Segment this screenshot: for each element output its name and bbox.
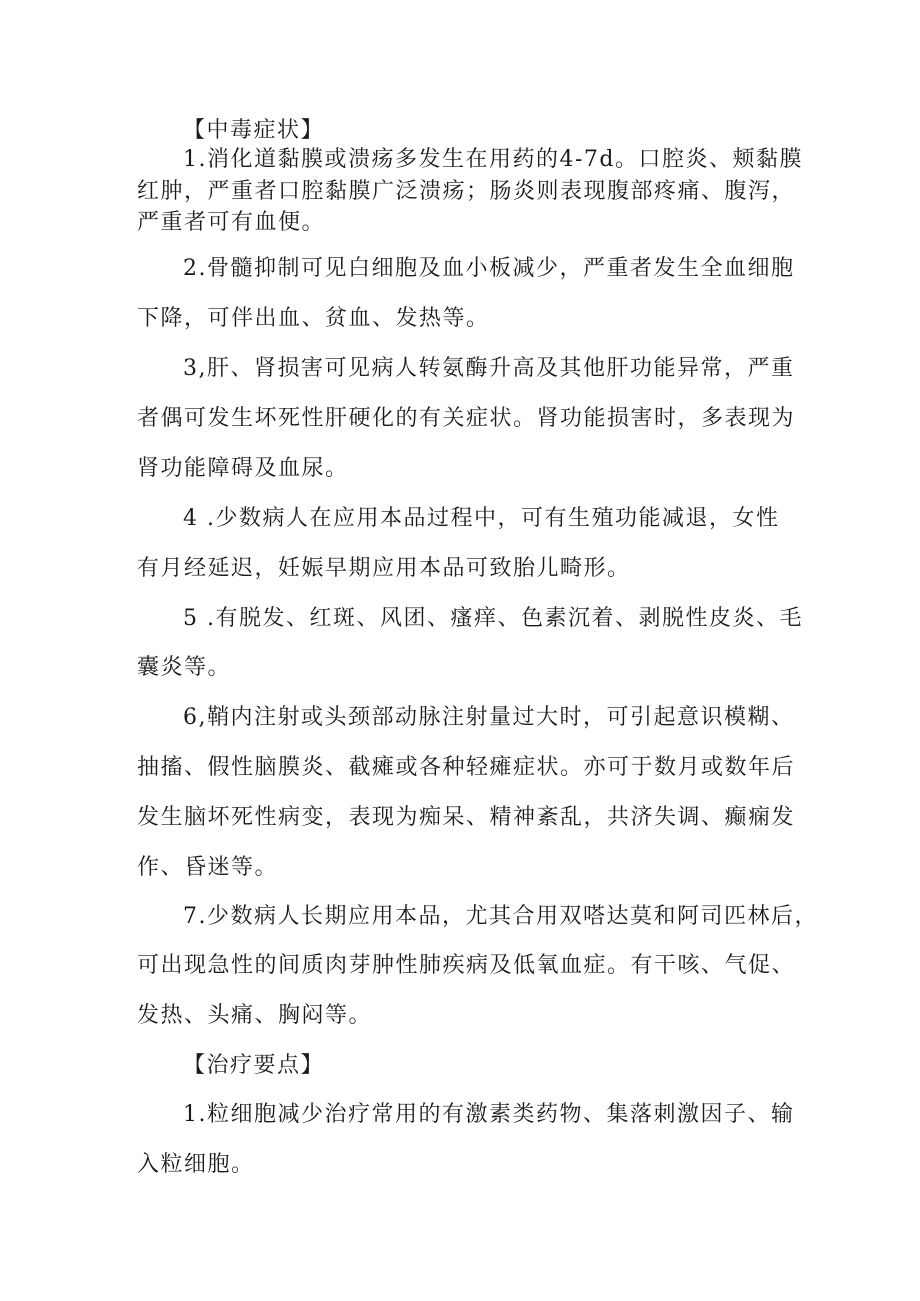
- p7-line-1: 7.少数病人长期应用本品，尤其合用双嗒达莫和阿司匹林后，: [183, 904, 818, 929]
- p7-line-3: 发热、头痛、胸闷等。: [137, 1003, 373, 1028]
- heading-symptoms: 【中毒症状】: [183, 118, 325, 143]
- p1-line-2: 红肿，严重者口腔黏膜广泛溃疡；肠炎则表现腹部疼痛、腹泻，: [137, 179, 796, 204]
- p1-line-1: 1.消化道黏膜或溃疡多发生在用药的4-7d。口腔炎、颊黏膜: [183, 147, 804, 172]
- t1-line-1: 1.粒细胞减少治疗常用的有激素类药物、集落刺激因子、输: [183, 1102, 795, 1127]
- p3-line-1: 3,肝、肾损害可见病人转氨酶升高及其他肝功能异常，严重: [183, 356, 795, 381]
- p2-line-1: 2.骨髓抑制可见白细胞及血小板减少，严重者发生全血细胞: [183, 256, 795, 281]
- p6-line-2: 抽搐、假性脑膜炎、截瘫或各种轻瘫症状。亦可于数月或数年后: [137, 755, 796, 780]
- p6-line-3: 发生脑坏死性病变，表现为痴呆、精神紊乱，共济失调、癫痫发: [137, 805, 796, 830]
- p4-line-1: 4 .少数病人在应用本品过程中，可有生殖功能减退，女性: [183, 506, 780, 531]
- p6-line-4: 作、昏迷等。: [137, 855, 279, 880]
- p3-line-3: 肾功能障碍及血尿。: [137, 456, 349, 481]
- p6-line-1: 6,鞘内注射或头颈部动脉注射量过大时，可引起意识模糊、: [183, 705, 795, 730]
- p3-line-2: 者偶可发生坏死性肝硬化的有关症状。肾功能损害时，多表现为: [137, 406, 796, 431]
- p1-line-3: 严重者可有血便。: [137, 210, 326, 235]
- heading-treatment: 【治疗要点】: [183, 1053, 325, 1078]
- p5-line-1: 5 .有脱发、红斑、风团、瘙痒、色素沉着、剥脱性皮炎、毛: [183, 606, 803, 631]
- p5-line-2: 囊炎等。: [137, 655, 232, 680]
- p4-line-2: 有月经延迟，妊娠早期应用本品可致胎儿畸形。: [137, 556, 631, 581]
- p7-line-2: 可出现急性的间质肉芽肿性肺疾病及低氧血症。有干咳、气促、: [137, 953, 796, 978]
- p2-line-2: 下降，可伴出血、贫血、发热等。: [137, 306, 490, 331]
- t1-line-2: 入粒细胞。: [137, 1152, 255, 1177]
